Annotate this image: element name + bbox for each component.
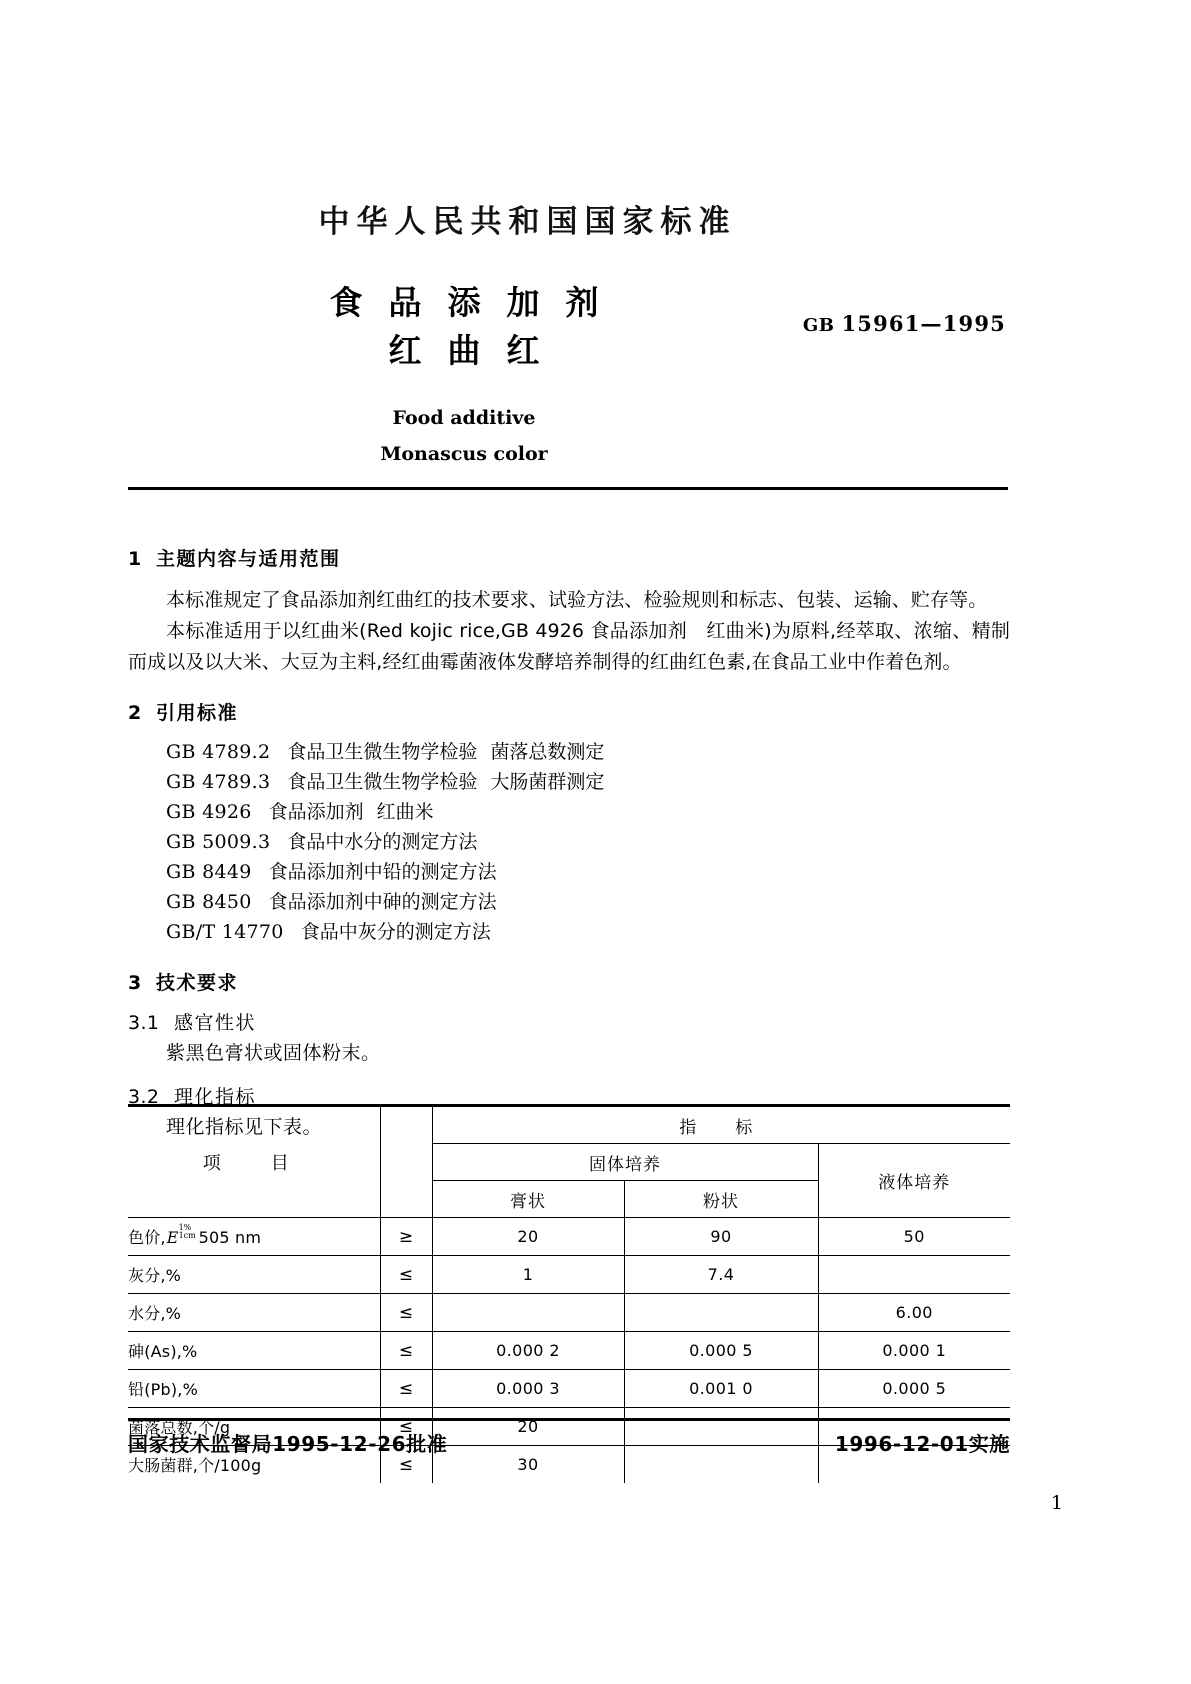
row-value-liquid: 0.000 1	[818, 1332, 1010, 1370]
standard-title-line-1: 食品添加剂	[329, 283, 625, 322]
english-subtitle: Monascus color	[380, 442, 548, 465]
national-standard-label: 中华人民共和国国家标准	[318, 204, 737, 240]
page-footer	[128, 1428, 1010, 1457]
row-value-paste: 20	[432, 1218, 624, 1256]
row-item-superscript: 1%	[178, 1223, 192, 1233]
list-item	[128, 767, 1010, 797]
reference-name: 食品添加剂中砷的测定方法	[268, 891, 497, 914]
row-item-label: 大肠菌群,个/100g	[128, 1446, 380, 1484]
reference-name: 食品中灰分的测定方法	[300, 921, 491, 944]
row-operator: ≤	[380, 1332, 432, 1370]
reference-subtitle: 大肠菌群测定	[490, 771, 605, 794]
row-value-paste: 0.000 2	[432, 1332, 624, 1370]
section-2-title: 引用标准	[156, 702, 239, 725]
approval-statement: 国家技术监督局1995-12-26批准	[128, 1432, 448, 1456]
subsection-3-2-number: 3.2	[128, 1086, 160, 1109]
document-masthead	[128, 196, 1008, 465]
row-value-liquid: 0.000 5	[818, 1370, 1010, 1408]
reference-name: 食品中水分的测定方法	[287, 831, 478, 854]
english-title: Food additive	[392, 406, 536, 429]
section-heading-3	[128, 968, 1010, 995]
row-value-paste: 1	[432, 1256, 624, 1294]
row-value-paste	[432, 1294, 624, 1332]
column-header-paste: 膏状	[432, 1181, 624, 1218]
row-operator: ≤	[380, 1446, 432, 1484]
column-header-index: 指 标	[432, 1106, 1010, 1144]
page-number: 1	[1050, 1492, 1063, 1514]
reference-subtitle: 菌落总数测定	[490, 741, 605, 764]
standard-number	[803, 311, 1006, 336]
reference-code: GB/T 14770	[166, 921, 284, 944]
row-value-paste: 0.000 3	[432, 1370, 624, 1408]
subsection-3-1-body: 紫黑色膏状或固体粉末。	[166, 1042, 381, 1065]
section-3-number: 3	[128, 972, 142, 995]
row-operator: ≤	[380, 1408, 432, 1446]
row-item-suffix: 505 nm	[198, 1228, 262, 1247]
reference-code: GB 4789.2	[166, 741, 271, 764]
section-1-content	[128, 585, 1010, 677]
title-block	[128, 279, 1008, 375]
row-value-powder	[624, 1294, 818, 1332]
reference-code: GB 8450	[166, 891, 252, 914]
reference-subtitle: 红曲米	[376, 801, 434, 824]
section-heading-2	[128, 698, 1010, 725]
table-row	[128, 1332, 1010, 1370]
table-row	[128, 1256, 1010, 1294]
row-value-liquid	[818, 1256, 1010, 1294]
column-header-item: 项 目	[128, 1106, 380, 1218]
row-item-label: 菌落总数,个/g	[128, 1408, 380, 1446]
header-divider-rule	[128, 487, 1008, 490]
physicochemical-index-table-wrap	[128, 1104, 1010, 1483]
row-item-label: 铅(Pb),%	[128, 1370, 380, 1408]
section-heading-1	[128, 544, 1010, 571]
reference-code: GB 5009.3	[166, 831, 271, 854]
section-1-paragraph-1: 本标准规定了食品添加剂红曲红的技术要求、试验方法、检验规则和标志、包装、运输、贮存等。	[166, 589, 988, 611]
row-item-label: 水分,%	[128, 1294, 380, 1332]
list-item	[128, 917, 1010, 947]
column-header-powder: 粉状	[624, 1181, 818, 1218]
table-row	[128, 1370, 1010, 1408]
subsection-heading-3-1	[128, 1008, 1010, 1035]
table-row	[128, 1218, 1010, 1256]
gb-mark: GB	[802, 315, 835, 336]
reference-name: 食品添加剂中铅的测定方法	[268, 861, 497, 884]
standard-title-line-2: 红曲红	[388, 330, 566, 370]
row-item-symbol: E 1% 1cm	[166, 1223, 196, 1247]
document-body	[128, 523, 1010, 1143]
row-operator: ≤	[380, 1294, 432, 1332]
row-value-liquid: 50	[818, 1218, 1010, 1256]
row-value-powder: 7.4	[624, 1256, 818, 1294]
subsection-3-1-title: 感官性状	[174, 1012, 257, 1035]
section-2-number: 2	[128, 702, 142, 725]
reference-code: GB 4789.3	[166, 771, 271, 794]
section-1-title: 主题内容与适用范围	[156, 548, 341, 570]
section-1-number: 1	[128, 548, 142, 570]
subsection-3-1-number: 3.1	[128, 1012, 160, 1035]
list-item	[128, 797, 1010, 827]
row-item-label: 砷(As),%	[128, 1332, 380, 1370]
standard-number-value: 15961—1995	[841, 311, 1006, 336]
table-header-row-1	[128, 1106, 1010, 1144]
row-value-powder: 0.000 5	[624, 1332, 818, 1370]
list-item	[128, 827, 1010, 857]
reference-name: 食品添加剂	[268, 801, 364, 824]
row-item-label	[128, 1218, 380, 1256]
row-item-prefix: 色价,	[128, 1228, 166, 1247]
list-item	[128, 857, 1010, 887]
reference-name: 食品卫生微生物学检验	[287, 741, 478, 764]
subsection-3-2-title: 理化指标	[174, 1086, 257, 1109]
section-1-paragraph-2: 本标准适用于以红曲米(Red kojic rice,GB 4926 食品添加剂 红曲米)为原料,经萃取、浓缩、精制而成以及以大米、大豆为主料,经红曲霉菌液体发酵培养制得的红曲红色素,在食品工业中作着色剂。	[128, 619, 1010, 673]
reference-code: GB 4926	[166, 801, 252, 824]
row-value-liquid: 6.00	[818, 1294, 1010, 1332]
row-value-paste: 30	[432, 1446, 624, 1484]
column-header-operator-spacer	[380, 1106, 432, 1218]
implementation-date: 1996-12-01实施	[834, 1432, 1010, 1456]
column-header-solid-culture: 固体培养	[432, 1144, 818, 1181]
physicochemical-index-table	[128, 1104, 1010, 1483]
reference-name: 食品卫生微生物学检验	[287, 771, 478, 794]
row-operator: ≤	[380, 1370, 432, 1408]
row-value-paste: 20	[432, 1408, 624, 1446]
row-value-powder: 0.001 0	[624, 1370, 818, 1408]
referenced-standards-list	[128, 737, 1010, 947]
reference-code: GB 8449	[166, 861, 252, 884]
list-item	[128, 887, 1010, 917]
section-3-title: 技术要求	[156, 972, 239, 995]
row-operator: ≤	[380, 1256, 432, 1294]
row-operator: ≥	[380, 1218, 432, 1256]
footer-divider-rule	[128, 1418, 1010, 1421]
table-row	[128, 1294, 1010, 1332]
subsection-3-2-body: 理化指标见下表。	[166, 1116, 323, 1139]
row-item-subscript: 1cm	[178, 1231, 196, 1241]
list-item	[128, 737, 1010, 767]
row-value-powder: 90	[624, 1218, 818, 1256]
row-item-label: 灰分,%	[128, 1256, 380, 1294]
column-header-liquid-culture: 液体培养	[818, 1144, 1010, 1218]
